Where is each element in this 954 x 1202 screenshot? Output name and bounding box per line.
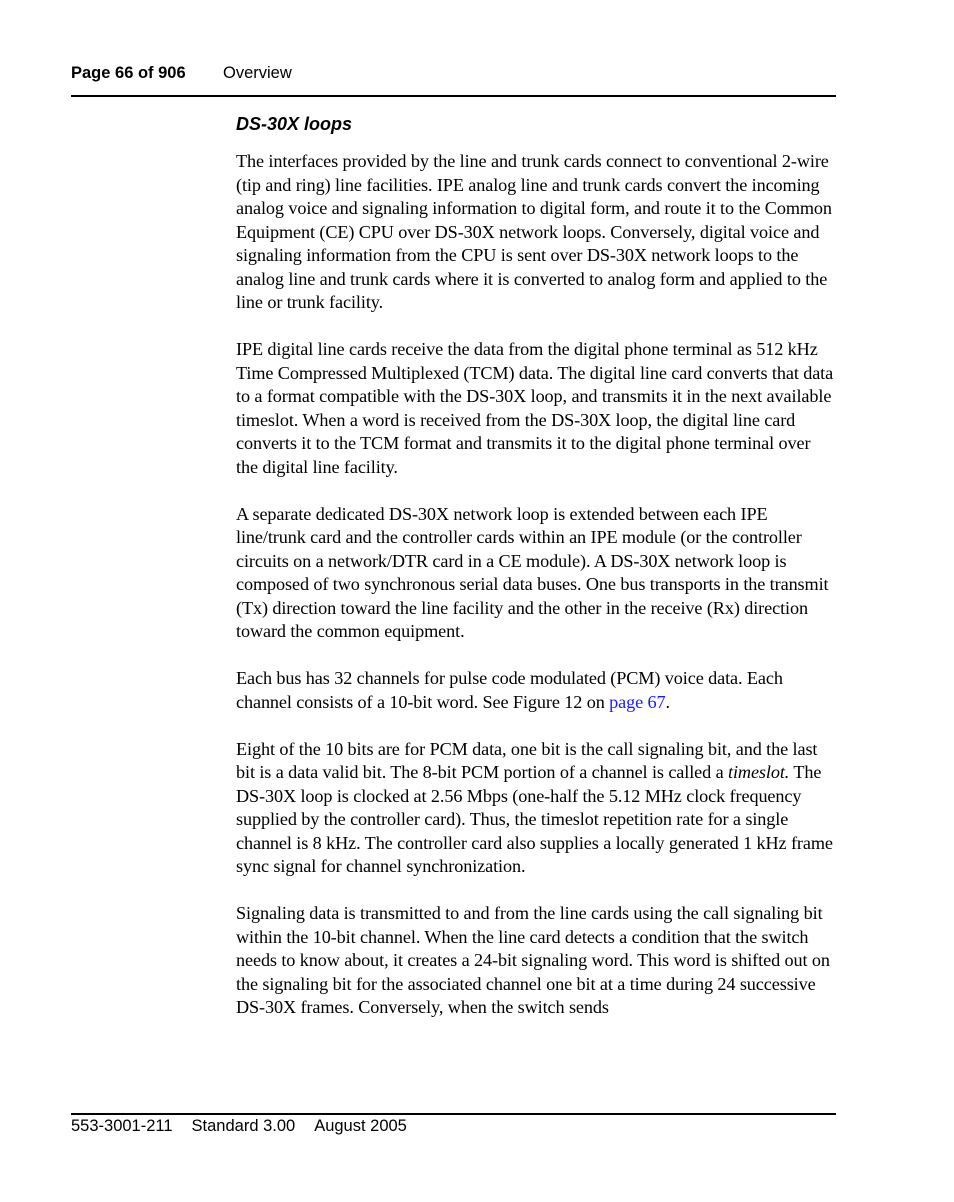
- paragraph-3: A separate dedicated DS-30X network loop is extended between each IPE line/trunk card and the controller cards within an IPE module (or the controller circuits on a network/DTR card in a CE module). A DS-30X network loop is composed of two synchronous serial data buses. One bus transports in the transmit (Tx) direction toward the line facility and the other in the receive (Rx) direction toward the common equipment.: [236, 503, 829, 641]
- page-content: [236, 111, 836, 1043]
- section-heading: DS-30X loops: [236, 114, 353, 134]
- section-title: Overview: [223, 64, 292, 82]
- paragraph-1: The interfaces provided by the line and trunk cards connect to conventional 2-wire (tip and ring) line facilities. IPE analog line and trunk cards convert the incoming analog voice and signaling information to digital form, and route it to the Common Equipment (CE) CPU over DS-30X network loops. Conversely, digital voice and signaling information from the CPU is sent over DS-30X network loops to the analog line and trunk cards where it is converted to analog form and applied to the line or trunk facility.: [236, 151, 832, 312]
- paragraph-2: IPE digital line cards receive the data from the digital phone terminal as 512 kHz Time Compressed Multiplexed (TCM) data. The digital line card converts that data to a format compatible with the DS-30X loop, and transmits it in the next available timeslot. When a word is received from the DS-30X loop, the digital line card converts it to the TCM format and transmits it to the digital phone terminal over the digital line facility.: [236, 339, 834, 477]
- paragraph-6: Signaling data is transmitted to and from the line cards using the call signaling bit within the 10-bit channel. When the line card detects a condition that the switch needs to know about, it creates a 24-bit signaling word. This word is shifted out on the signaling bit for the associated channel one bit at a time during 24 successive DS-30X frames. Conversely, when the switch sends: [236, 903, 830, 1017]
- paragraph-5-text: Eight of the 10 bits are for PCM data, one bit is the call signaling bit, and the last bit is a data valid bit. The 8-bit PCM portion of a channel is called a: [236, 738, 818, 782]
- standard-version: Standard 3.00: [191, 1117, 296, 1135]
- page-number: Page 66 of 906: [71, 64, 186, 82]
- page-header: [71, 64, 836, 88]
- footer-rule: [71, 1113, 836, 1115]
- paragraph-4-text: Each bus has 32 channels for pulse code modulated (PCM) voice data. Each channel consists of a 10-bit word. See Figure 12 on: [236, 668, 783, 712]
- paragraph-4-end: .: [665, 691, 670, 712]
- paragraph-5: [236, 738, 836, 879]
- paragraph-5-rest: The DS-30X loop is clocked at 2.56 Mbps (one-half the 5.12 MHz clock frequency supplied by the controller card). Thus, the timeslot repetition rate for a single channel is 8 kHz. The controller card also supplies a locally generated 1 kHz frame sync signal for channel synchronization.: [236, 762, 833, 876]
- page-footer: [71, 1117, 426, 1136]
- doc-number: 553-3001-211: [71, 1117, 173, 1135]
- header-rule: [71, 95, 836, 97]
- paragraph-4: [236, 667, 836, 714]
- publication-date: August 2005: [314, 1117, 407, 1135]
- timeslot-term: timeslot.: [728, 762, 790, 782]
- page-67-link[interactable]: page 67: [609, 691, 666, 712]
